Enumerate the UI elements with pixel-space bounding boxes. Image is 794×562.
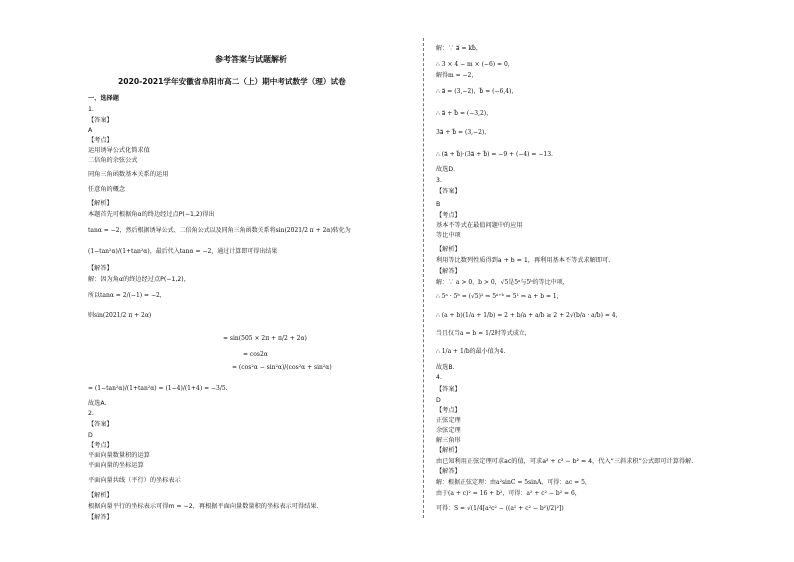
right-text-line: 解：∵ a⃗ = kb⃗， — [436, 45, 482, 52]
left-text-line: A — [88, 127, 93, 134]
left-text-line: 则sin(2021/2 π + 2α) — [88, 312, 152, 319]
left-text-line: 【考点】 — [88, 137, 113, 144]
right-text-line: 余弦定理 — [436, 427, 461, 434]
right-text-line: 等比中项 — [436, 232, 461, 239]
right-text-line: 3. — [436, 177, 442, 184]
left-text-line: D — [88, 432, 93, 439]
left-text-line: = (cos²α − sin²α)/(cos²α + sin²α) — [232, 364, 332, 371]
right-text-line: 【考点】 — [436, 212, 461, 219]
right-text-line: 【解析】 — [436, 447, 461, 454]
right-text-line: ∴ (a + b)(1/a + 1/b) = 2 + b/a + a/b ≥ 2 + 2√(b/a · a/b) = 4， — [436, 312, 622, 319]
left-text-line: = cos2α — [243, 351, 268, 358]
left-text-line: 平面向量共线（平行）的坐标表示 — [88, 477, 181, 484]
right-text-line: 【考点】 — [436, 407, 461, 414]
left-text-line: 【解析】 — [88, 200, 113, 207]
right-text-line: D — [436, 397, 441, 404]
right-text-line: 【解析】 — [436, 246, 461, 253]
right-text-line: 利用等比数列性质得到a + b = 1，再利用基本不等式求解即可. — [436, 257, 611, 264]
right-text-line: B — [436, 201, 441, 208]
right-text-line: 【解答】 — [436, 268, 461, 275]
right-text-line: 故选B. — [436, 364, 455, 371]
right-text-line: ∴ (a⃗ + b⃗)·(3a⃗ + b⃗) = −9 + (−4) = −13. — [436, 151, 553, 158]
left-text-line: 同角三角函数基本关系的运用 — [88, 171, 169, 178]
left-text-line: 【解答】 — [88, 514, 113, 521]
left-text-line: 【考点】 — [88, 442, 113, 449]
right-text-line: 解：根据正弦定理：由a²sinC = 5sinA，可得：ac = 5， — [436, 479, 591, 486]
left-text-line: 平面向量的坐标运算 — [88, 462, 144, 469]
right-text-line: 4. — [436, 374, 442, 381]
column-divider — [423, 38, 424, 518]
left-text-line: (1−tan²α)/(1+tan²α)，最后代入tanα = −2，通过计算即可得出结果 — [88, 248, 278, 255]
left-text-line: 参考答案与试题解析 — [215, 55, 287, 64]
left-text-line: 所以tanα = 2/(−1) = −2， — [88, 292, 166, 299]
left-text-line: 本题首先可根据角α的终边经过点P(−1,2)得出 — [88, 211, 215, 218]
right-text-line: ∴ a⃗ + b⃗ = (−3,2)， — [436, 110, 493, 117]
right-text-line: 【解答】 — [436, 468, 461, 475]
left-text-line: 一、选择题 — [88, 95, 119, 102]
right-text-line: ∴ 3 × 4 − m × (−6) = 0， — [436, 61, 514, 68]
left-text-line: 1. — [88, 106, 94, 113]
left-text-line: = sin(505 × 2π + π/2 + 2α) — [223, 335, 307, 342]
right-text-line: 【答案】 — [436, 188, 461, 195]
left-text-line: 2. — [88, 410, 94, 417]
right-text-line: 解三角形 — [436, 437, 461, 444]
right-text-line: 3a⃗ + b⃗ = (3,−2)， — [436, 129, 491, 136]
right-text-line: 由已知利用正弦定理可求ac的值，可求a² + c² − b² = 4，代入“三斜求积”公式即可计算得解. — [436, 458, 694, 465]
right-text-line: 基本不等式在最值问题中的应用 — [436, 222, 523, 229]
left-text-line: 【答案】 — [88, 117, 113, 124]
right-text-line: 解：∵ a > 0，b > 0，√5是5ᵃ与5ᵇ的等比中项， — [436, 279, 569, 286]
left-text-line: tanα = −2，然后根据诱导公式、二倍角公式以及同角三角函数关系将sin(2021/2 π + 2α)转化为 — [88, 227, 351, 234]
left-text-line: 平面向量数量积的运算 — [88, 452, 150, 459]
right-text-line: 可得：S = √(1/4[a²c² − ((a² + c² − b²)/2)²]) — [436, 505, 564, 512]
left-text-line: = (1−tan²α)/(1+tan²α) = (1−4)/(1+4) = −3/5. — [88, 385, 228, 392]
left-text-line: 故选A. — [88, 400, 107, 407]
left-text-line: 任意角的概念 — [88, 186, 126, 193]
right-text-line: 【答案】 — [436, 386, 461, 393]
left-text-line: 解：因为角α的终边经过点P(−1,2)， — [88, 276, 190, 283]
right-text-line: ∴ 1/a + 1/b的最小值为4. — [436, 348, 506, 355]
right-text-line: ∴ 5ᵃ · 5ᵇ = (√5)² ⇒ 5ᵃ⁺ᵇ = 5¹ ⇒ a + b = 1， — [436, 293, 563, 300]
right-text-line: 当且仅当a = b = 1/2时等式成立， — [436, 330, 531, 337]
right-text-line: ∴ a⃗ = (3,−2)，b⃗ = (−6,4)， — [436, 88, 518, 95]
right-text-line: 正弦定理 — [436, 417, 461, 424]
left-text-line: 2020-2021学年安徽省阜阳市高二（上）期中考试数学（理）试卷 — [118, 77, 346, 86]
left-text-line: 二倍角的余弦公式 — [88, 157, 138, 164]
left-text-line: 【解答】 — [88, 265, 113, 272]
left-text-line: 运用诱导公式化简求值 — [88, 147, 150, 154]
left-text-line: 根据向量平行的坐标表示可得m = −2，再根据平面向量数量积的坐标表示可得结果. — [88, 503, 319, 510]
right-text-line: 解得m = −2， — [436, 72, 478, 79]
right-text-line: 由于(a + c)² = 16 + b²，可得：a² + c² − b² = 6， — [436, 490, 581, 497]
right-text-line: 故选D. — [436, 166, 456, 173]
left-text-line: 【解析】 — [88, 492, 113, 499]
left-text-line: 【答案】 — [88, 421, 113, 428]
